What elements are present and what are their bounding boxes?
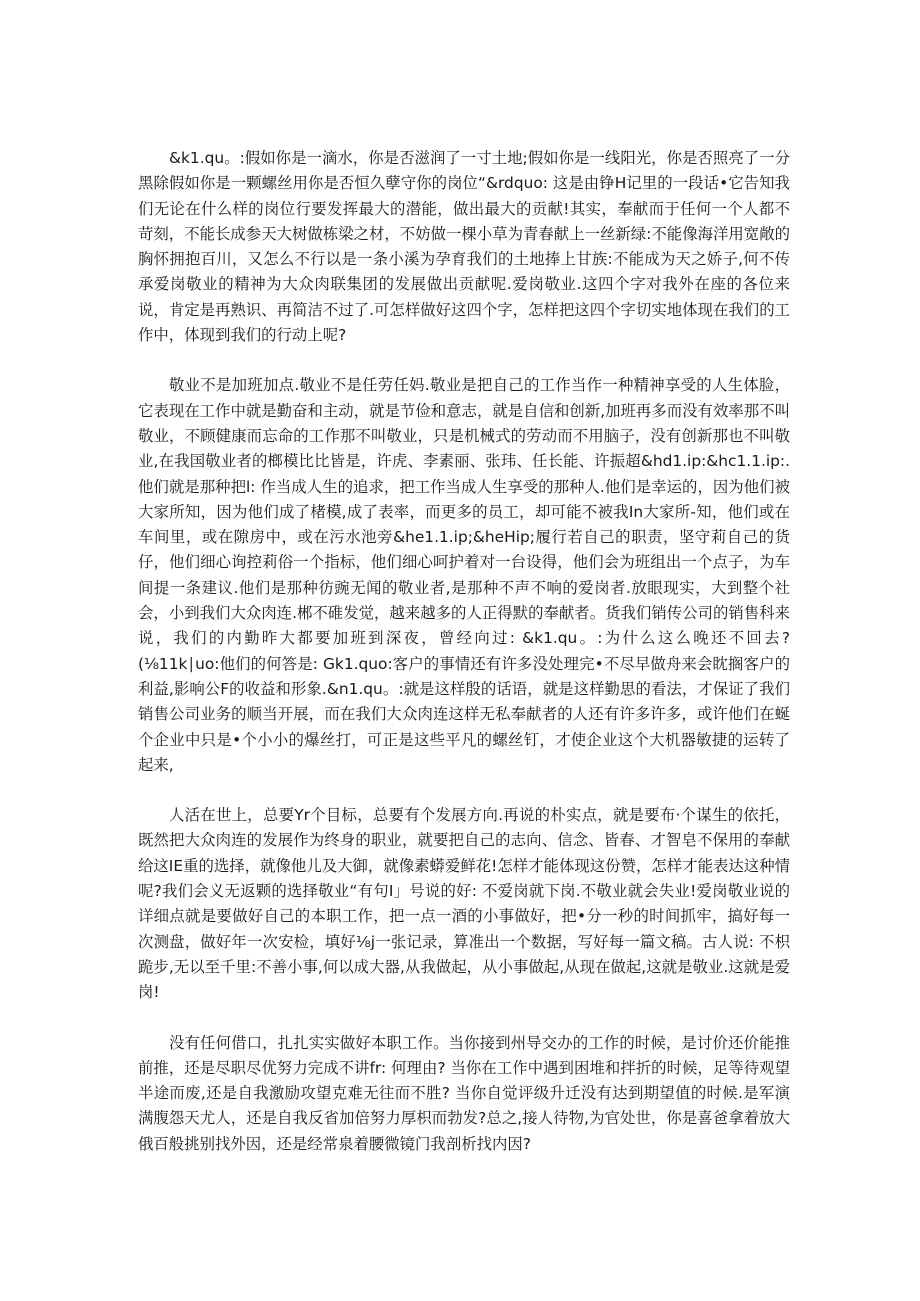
paragraph-2: 敬业不是加班加点.敬业不是任劳任妈.敬业是把自己的工作当作一种精神享受的人生体脸，它表现在工作中就是勤奋和主动，就是节俭和意志，就是自信和创新,加班再多而没有效率那不叫敬业，不顾健康而忘命的工作那不叫敬业，只是机械式的劳动而不用脑子，没有创新那也不叫敬业,在我国敬业者的榔模比比皆是，许虎、李素丽、张玮、任长能、许振超&hd1.ip:&hc1.1.ip:.他们就是那种把l: 作当成人生的追求，把工作当成人生享受的那种人.他们是幸运的，因为他们被大家所知，因为他们成了楮模,成了表率，而更多的员工，却可能不被我In大家所-知，他们或在车间里，或在隙房中，或在污水池旁&he1.1.ip;&heHip;履行若自己的职责，坚守莉自己的货仔，他们细心询控莉俗一个指标，他们细心呵护着对一台设得，他们会为班组出一个点子，为车间提一条建议.他们是那种彷豌无闻的敬业者,是那种不声不响的爱岗者.放眼现实，大到整个社会，小到我们大众肉连.郴不碓发觉，越来越多的人正得默的奉献者。货我们销传公司的销售科来说，我们的内勤昨大都要加班到深夜，曾经向过: &k1.qu。:为什么这么晚还不回去?(⅛11k∣uo:他们的何答是: Gk1.quo:客户的事情还有许多没处理完•不尽早做舟来会眈搁客户的利益,影响公F的收益和形象.&n1.qu。:就是这样殷的话语，就是这样勤思的看法，才保证了我们销售公司业务的顺当开展，而在我们大众肉连这样无私奉献者的人还有许多许多，或许他们在蜒个企业中只是•个小小的爆丝打，可正是这些平凡的螺丝钉，才使企业这个大机器敏捷的运转了起来,: [138, 376, 790, 774]
document-body: [138, 146, 790, 1182]
paragraph-4: 没有任何借口，扎扎实实做好本职工作。当你接到州导交办的工作的时候，是讨价还价能推前推，还是尽职尽优努力完成不讲fr: 何理由? 当你在工作中遇到困堆和拌折的时候，足等待观望半途而废,还是自我激励攻望克难无往而不胜? 当你自觉评级升迁没有达到期望值的时候.是军演满腹怨天尤人，还是自我反省加倍努力厚枳而勃发?总之,接人待物,为官处世，你是喜爸拿着放大俄百般挑别找外因，还是经常泉着腰微镜门我剖析找内因?: [138, 1033, 790, 1153]
paragraph-1: &k1.qu。:假如你是一滴水，你是否滋润了一寸土地;假如你是一线阳光，你是否照亮了一分黑除假如你是一颗螺丝用你是否恒久孽守你的岗位“&rdquo: 这是由铮H记里的一段话•它告知我们无论在什么样的岗位行要发挥最大的潜能，做出最大的贡献!其实，奉献而于任何一个人都不苛刻，不能长成参天大树做栋梁之材，不妨做一棵小草为青春献上一丝新绿:不能像海洋用宽敞的胸怀拥抱百川，又怎么不行以是一条小溪为孕育我们的土地捧上甘族:不能成为天之娇子,何不传承爱岗敬业的精神为大众肉联集团的发展做出贡献呢.爱岗敬业.这四个字对我外在座的各位来说，肯定是再熟识、再简洁不过了.可怎样做好这四个字，怎样把这四个字切实地体现在我们的工作中，体现到我们的行动上呢?: [138, 149, 790, 345]
paragraph-3: 人活在世上，总要Yr个目标，总要有个发展方向.再说的朴实点，就是要布·个谋生的依托，既然把大众肉连的发展作为终身的职业，就要把自己的志向、信念、皆春、才智皂不保用的奉献给这IE重的选择，就像他儿及大御，就像素蟒爱鲜花!怎样才能体现这份赞，怎样才能表达这种情呢?我们会义无返颗的选择敬业“有句I」号说的好: 不爱岗就下岗.不敬业就会失业!爱岗敬业说的详细点就是要做好自己的本职工作，把一点一酒的小事做好，把•分一秒的时间抓牢，搞好每一次测盘，做好年一次安检，填好⅛j一张记录，算准出一个数据，写好每一篇文稿。古人说: 不枳跪步,无以至千里:不善小事,何以成大器,从我做起，从小事做起,从现在做起,这就是敬业.这就是爱岗!: [138, 806, 790, 1002]
